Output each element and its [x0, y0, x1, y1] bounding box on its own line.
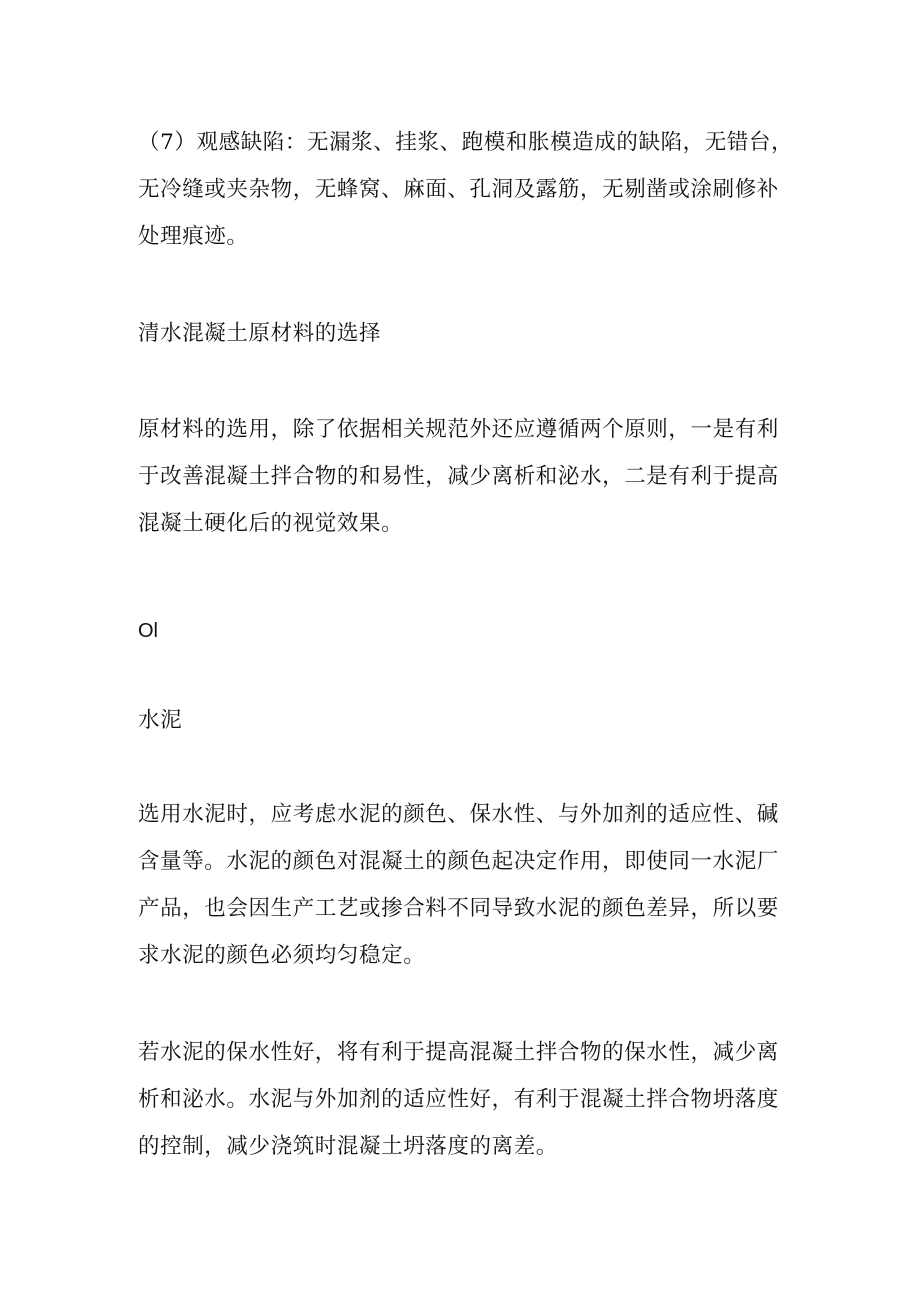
paragraph-cement-water-retention: 若水泥的保水性好，将有利于提高混凝土拌合物的保水性，减少离析和泌水。水泥与外加剂的适应性好，有利于混凝土拌合物坍落度的控制，减少浇筑时混凝土坍落度的离差。: [138, 1040, 779, 1159]
section-heading-raw-materials: 清水混凝土原材料的选择: [138, 321, 382, 346]
section-marker: Ol: [138, 620, 158, 642]
paragraph-cement-selection: 选用水泥时，应考虑水泥的颜色、保水性、与外加剂的适应性、碱含量等。水泥的颜色对混凝土的颜色起决定作用，即使同一水泥厂产品，也会因生产工艺或掺合料不同导致水泥的颜色差异，所以要求水泥的颜色必须均匀稳定。: [138, 802, 779, 968]
subsection-heading-cement: 水泥: [138, 708, 183, 733]
paragraph-material-selection: 原材料的选用，除了依据相关规范外还应遵循两个原则，一是有利于改善混凝土拌合物的和易性，减少离析和泌水，二是有利于提高混凝土硬化后的视觉效果。: [138, 417, 779, 536]
paragraph-appearance-defects: （7）观感缺陷：无漏浆、挂浆、跑模和胀模造成的缺陷，无错台，无冷缝或夹杂物，无蜂窝、麻面、孔洞及露筋，无剔凿或涂刷修补处理痕迹。: [138, 130, 794, 249]
